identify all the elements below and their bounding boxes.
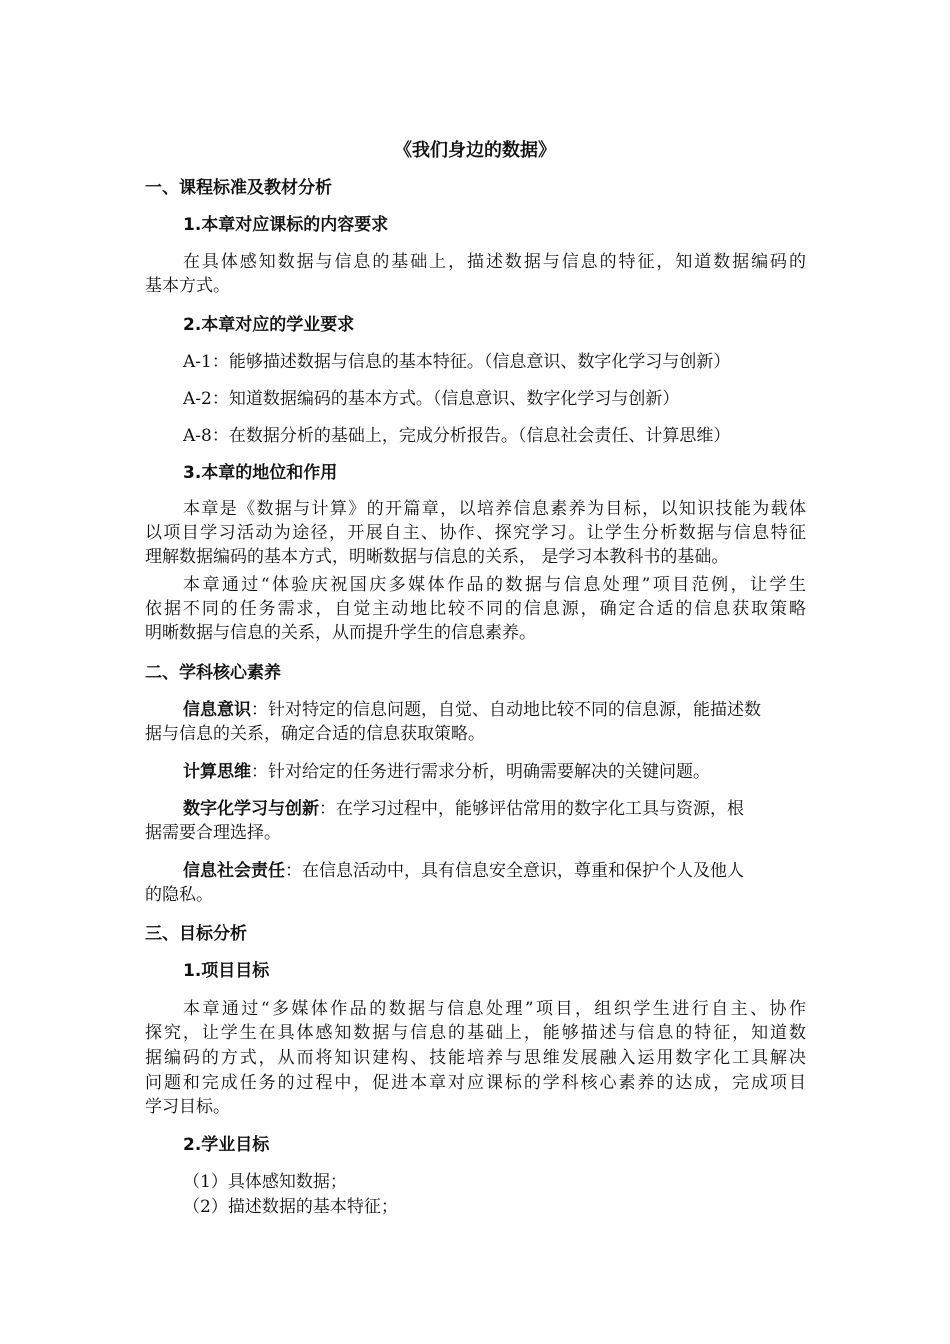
paragraph-line: 的隐私。 xyxy=(145,885,213,905)
section-heading-2: 二、学科核心素养 xyxy=(145,663,281,683)
paragraph-line: 本章通过“体验庆祝国庆多媒体作品的数据与信息处理”项目范例，让学生 xyxy=(183,575,806,595)
requirement-item: A-2：知道数据编码的基本方式。（信息意识、数字化学习与创新） xyxy=(183,389,680,409)
subsection-heading-1-2: 2.本章对应的学业要求 xyxy=(183,315,355,335)
paragraph-line: 探究，让学生在具体感知数据与信息的基础上，能够描述与信息的特征，知道数 xyxy=(145,1023,806,1043)
literacy-item xyxy=(183,698,761,722)
literacy-term: 数字化学习与创新 xyxy=(183,799,319,819)
literacy-item xyxy=(183,760,710,784)
paragraph-line: 本章是《数据与计算》的开篇章，以培养信息素养为目标，以知识技能为载体 xyxy=(183,499,806,519)
paragraph-line: 在具体感知数据与信息的基础上，描述数据与信息的特征，知道数据编码的 xyxy=(183,252,806,272)
paragraph-line: 问题和完成任务的过程中，促进本章对应课标的学科核心素养的达成，完成项目 xyxy=(145,1073,806,1093)
paragraph-line: 依据不同的任务需求，自觉主动地比较不同的信息源，确定合适的信息获取策略 xyxy=(145,599,806,619)
document-title: 《我们身边的数据》 xyxy=(394,140,556,161)
literacy-term: 信息社会责任 xyxy=(183,861,285,881)
paragraph-line: 据编码的方式，从而将知识建构、技能培养与思维发展融入运用数字化工具解决 xyxy=(145,1048,806,1068)
literacy-text: ：在信息活动中，具有信息安全意识，尊重和保护个人及他人 xyxy=(285,861,744,881)
goal-item: （2）描述数据的基本特征； xyxy=(183,1197,398,1217)
section-heading-3: 三、目标分析 xyxy=(145,924,247,944)
literacy-item xyxy=(183,859,744,883)
paragraph-line: 明晰数据与信息的关系，从而提升学生的信息素养。 xyxy=(145,623,536,643)
paragraph-line: 学习目标。 xyxy=(145,1097,230,1117)
subsection-heading-3-2: 2.学业目标 xyxy=(183,1135,270,1155)
subsection-heading-3-1: 1.项目目标 xyxy=(183,961,270,981)
paragraph-line: 据与信息的关系，确定合适的信息获取策略。 xyxy=(145,724,485,744)
paragraph-line: 基本方式。 xyxy=(145,276,230,296)
literacy-text: ：针对特定的信息问题，自觉、自动地比较不同的信息源，能描述数 xyxy=(251,700,761,720)
paragraph-line: 据需要合理选择。 xyxy=(145,823,281,843)
literacy-term: 信息意识 xyxy=(183,700,251,720)
paragraph-line: 本章通过“多媒体作品的数据与信息处理”项目，组织学生进行自主、协作 xyxy=(183,999,806,1019)
subsection-heading-1-3: 3.本章的地位和作用 xyxy=(183,463,338,483)
paragraph-line: 以项目学习活动为途径，开展自主、协作、探究学习。让学生分析数据与信息特征 xyxy=(145,523,806,543)
paragraph-line: 理解数据编码的基本方式，明晰数据与信息的关系， 是学习本教科书的基础。 xyxy=(145,547,729,567)
requirement-item: A-8：在数据分析的基础上，完成分析报告。（信息社会责任、计算思维） xyxy=(183,426,731,446)
literacy-text: ：在学习过程中，能够评估常用的数字化工具与资源，根 xyxy=(319,799,744,819)
section-heading-1: 一、课程标准及教材分析 xyxy=(145,178,332,198)
literacy-text: ：针对给定的任务进行需求分析，明确需要解决的关键问题。 xyxy=(251,762,710,782)
subsection-heading-1-1: 1.本章对应课标的内容要求 xyxy=(183,215,389,235)
literacy-item xyxy=(183,797,744,821)
requirement-item: A-1：能够描述数据与信息的基本特征。（信息意识、数字化学习与创新） xyxy=(183,352,731,372)
literacy-term: 计算思维 xyxy=(183,762,251,782)
goal-item: （1）具体感知数据； xyxy=(183,1172,347,1192)
